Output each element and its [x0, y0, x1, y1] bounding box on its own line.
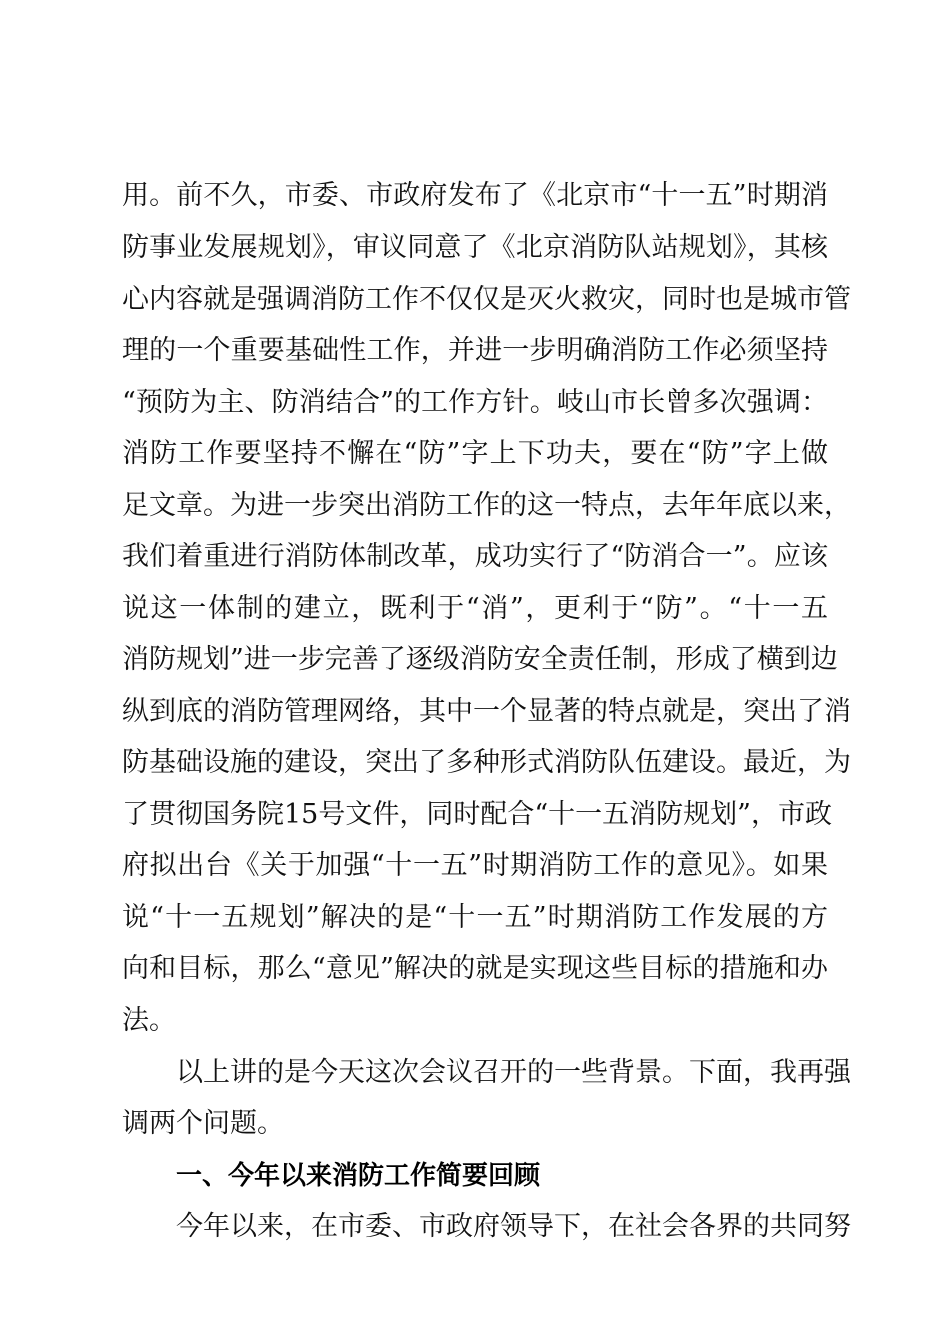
text-line: 用。前不久，市委、市政府发布了《北京市“十一五”时期消	[122, 180, 828, 211]
text-line: 防事业发展规划》，审议同意了《北京消防队站规划》，其核	[122, 232, 828, 263]
text-line: 消防工作要坚持不懈在“防”字上下功夫，要在“防”字上做	[122, 438, 828, 469]
text-line: 说“十一五规划”解决的是“十一五”时期消防工作发展的方	[122, 902, 828, 933]
text-line: 防基础设施的建设，突出了多种形式消防队伍建设。最近，为	[122, 747, 851, 778]
text-line: 我们着重进行消防体制改革，成功实行了“防消合一”。应该	[122, 541, 828, 572]
text-line: 纵到底的消防管理网络，其中一个显著的特点就是，突出了消	[122, 696, 851, 727]
text-line: 府拟出台《关于加强“十一五”时期消防工作的意见》。如果	[122, 850, 828, 881]
text-line: 调两个问题。	[122, 1108, 284, 1139]
section-heading: 一、今年以来消防工作简要回顾	[176, 1161, 541, 1191]
text-line: 心内容就是强调消防工作不仅仅是灭火救灾，同时也是城市管	[122, 284, 851, 315]
text-line: 向和目标，那么“意见”解决的就是实现这些目标的措施和办	[122, 953, 828, 984]
text-line: 足文章。为进一步突出消防工作的这一特点，去年年底以来，	[122, 490, 851, 521]
text-line: 法。	[122, 1005, 176, 1036]
text-line: 了贯彻国务院15号文件，同时配合“十一五消防规划”，市政	[122, 799, 832, 830]
text-line: 说这一体制的建立，既利于“消”，更利于“防”。“十一五	[122, 593, 828, 624]
text-line: 理的一个重要基础性工作，并进一步明确消防工作必须坚持	[122, 335, 828, 366]
text-line: 以上讲的是今天这次会议召开的一些背景。下面，我再强	[176, 1057, 851, 1088]
text-line: 消防规划”进一步完善了逐级消防安全责任制，形成了横到边	[122, 644, 838, 675]
text-line: 今年以来，在市委、市政府领导下，在社会各界的共同努	[176, 1211, 851, 1242]
text-line: “预防为主、防消结合”的工作方针。岐山市长曾多次强调：	[122, 387, 828, 418]
